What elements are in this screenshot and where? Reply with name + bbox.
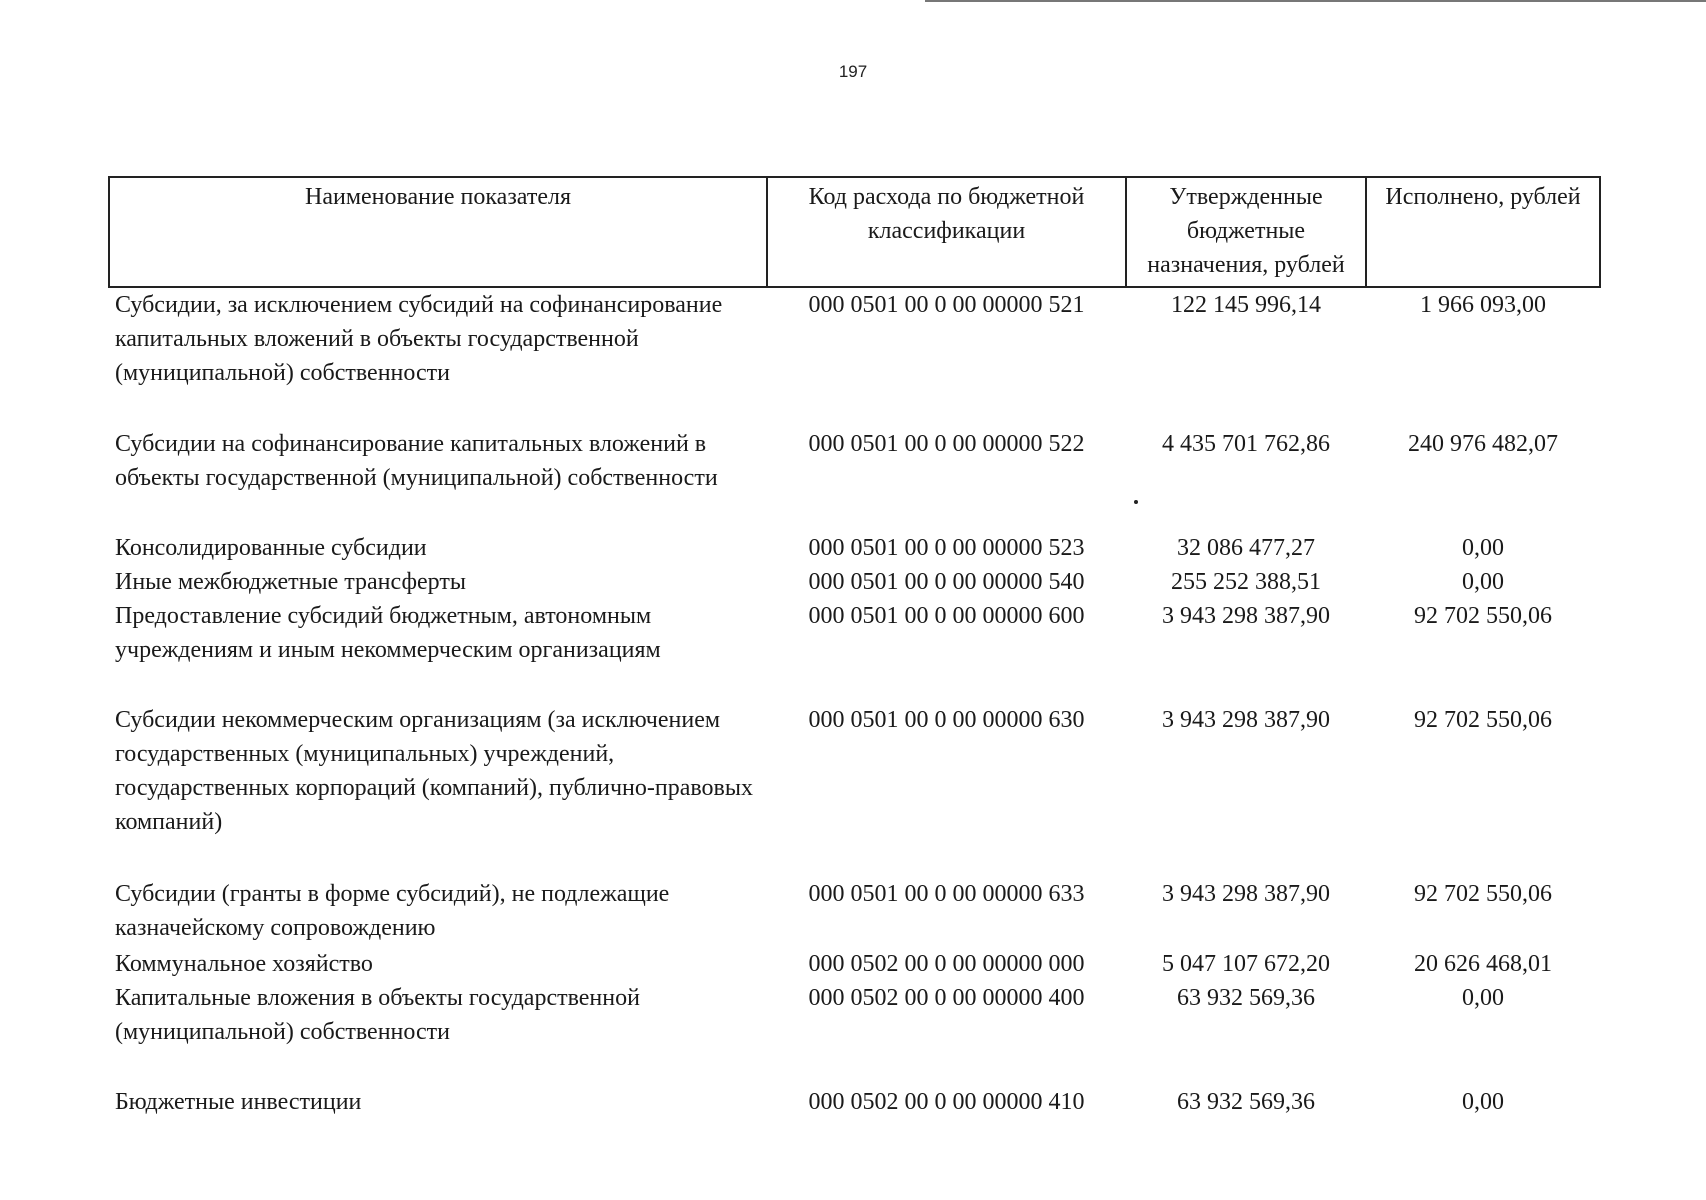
row-code: 000 0501 00 0 00 00000 523 (808, 535, 1085, 561)
row-approved: 3 943 298 387,90 (1162, 707, 1330, 733)
row-executed: 240 976 482,07 (1408, 431, 1558, 457)
row-approved: 32 086 477,27 (1177, 535, 1315, 561)
row-executed: 0,00 (1462, 1089, 1504, 1115)
row-name: Иные межбюджетные трансферты (115, 569, 466, 595)
row-approved: 63 932 569,36 (1177, 985, 1315, 1011)
table-row (109, 877, 1600, 947)
header-code: Код расхода по бюджетной классификации (767, 177, 1126, 287)
row-code: 000 0501 00 0 00 00000 600 (808, 603, 1085, 629)
row-code: 000 0502 00 0 00 00000 400 (808, 985, 1085, 1011)
page-number: 197 (838, 62, 868, 81)
row-code: 000 0501 00 0 00 00000 540 (808, 569, 1085, 595)
row-executed: 0,00 (1462, 985, 1504, 1011)
row-name: Коммунальное хозяйство (115, 951, 373, 977)
table-row (109, 599, 1600, 703)
row-name: Предоставление субсидий бюджетным, автономным учреждениям и иным некоммерческим организациям (115, 603, 661, 663)
row-approved: 255 252 388,51 (1171, 569, 1321, 595)
table-row (109, 565, 1600, 599)
header-executed: Исполнено, рублей (1366, 177, 1600, 287)
table-body (109, 287, 1600, 1119)
row-code: 000 0501 00 0 00 00000 521 (808, 292, 1085, 318)
row-approved: 5 047 107 672,20 (1162, 951, 1330, 977)
row-name: Консолидированные субсидии (115, 535, 427, 561)
table-row (109, 703, 1600, 877)
table-row (109, 947, 1600, 981)
row-name: Субсидии на софинансирование капитальных вложений в объекты государственной (муниципальной) собственности (115, 431, 718, 491)
row-approved: 3 943 298 387,90 (1162, 881, 1330, 907)
table-header (109, 177, 1600, 287)
row-approved: 4 435 701 762,86 (1162, 431, 1330, 457)
row-approved: 3 943 298 387,90 (1162, 603, 1330, 629)
row-executed: 92 702 550,06 (1414, 881, 1552, 907)
row-code: 000 0501 00 0 00 00000 633 (808, 881, 1085, 907)
header-name: Наименование показателя (109, 177, 767, 287)
budget-table (108, 176, 1601, 1119)
row-executed: 20 626 468,01 (1414, 951, 1552, 977)
row-executed: 0,00 (1462, 569, 1504, 595)
row-code: 000 0502 00 0 00 00000 410 (808, 1089, 1085, 1115)
row-executed: 92 702 550,06 (1414, 603, 1552, 629)
table-row (109, 531, 1600, 565)
row-name: Субсидии (гранты в форме субсидий), не подлежащие казначейскому сопровождению (115, 881, 670, 941)
row-executed: 92 702 550,06 (1414, 707, 1552, 733)
row-name: Бюджетные инвестиции (115, 1089, 362, 1115)
row-code: 000 0501 00 0 00 00000 630 (808, 707, 1085, 733)
row-approved: 63 932 569,36 (1177, 1089, 1315, 1115)
row-name: Субсидии некоммерческим организациям (за исключением государственных (муниципальных) учреждений, государственных корпораций (компаний), публично-правовых компаний) (115, 707, 753, 835)
row-executed: 1 966 093,00 (1420, 292, 1546, 318)
row-name: Субсидии, за исключением субсидий на софинансирование капитальных вложений в объекты государственной (муниципальной) собственности (115, 292, 723, 386)
scan-edge-line (925, 0, 1706, 2)
row-executed: 0,00 (1462, 535, 1504, 561)
table-row (109, 427, 1600, 531)
header-approved: Утвержденные бюджетные назначения, рублей (1126, 177, 1366, 287)
row-code: 000 0501 00 0 00 00000 522 (808, 431, 1085, 457)
header-row (109, 177, 1600, 287)
row-code: 000 0502 00 0 00 00000 000 (808, 951, 1085, 977)
table-row (109, 1085, 1600, 1119)
table-row (109, 981, 1600, 1085)
table-row (109, 287, 1600, 427)
row-approved: 122 145 996,14 (1171, 292, 1321, 318)
row-name: Капитальные вложения в объекты государственной (муниципальной) собственности (115, 985, 640, 1045)
